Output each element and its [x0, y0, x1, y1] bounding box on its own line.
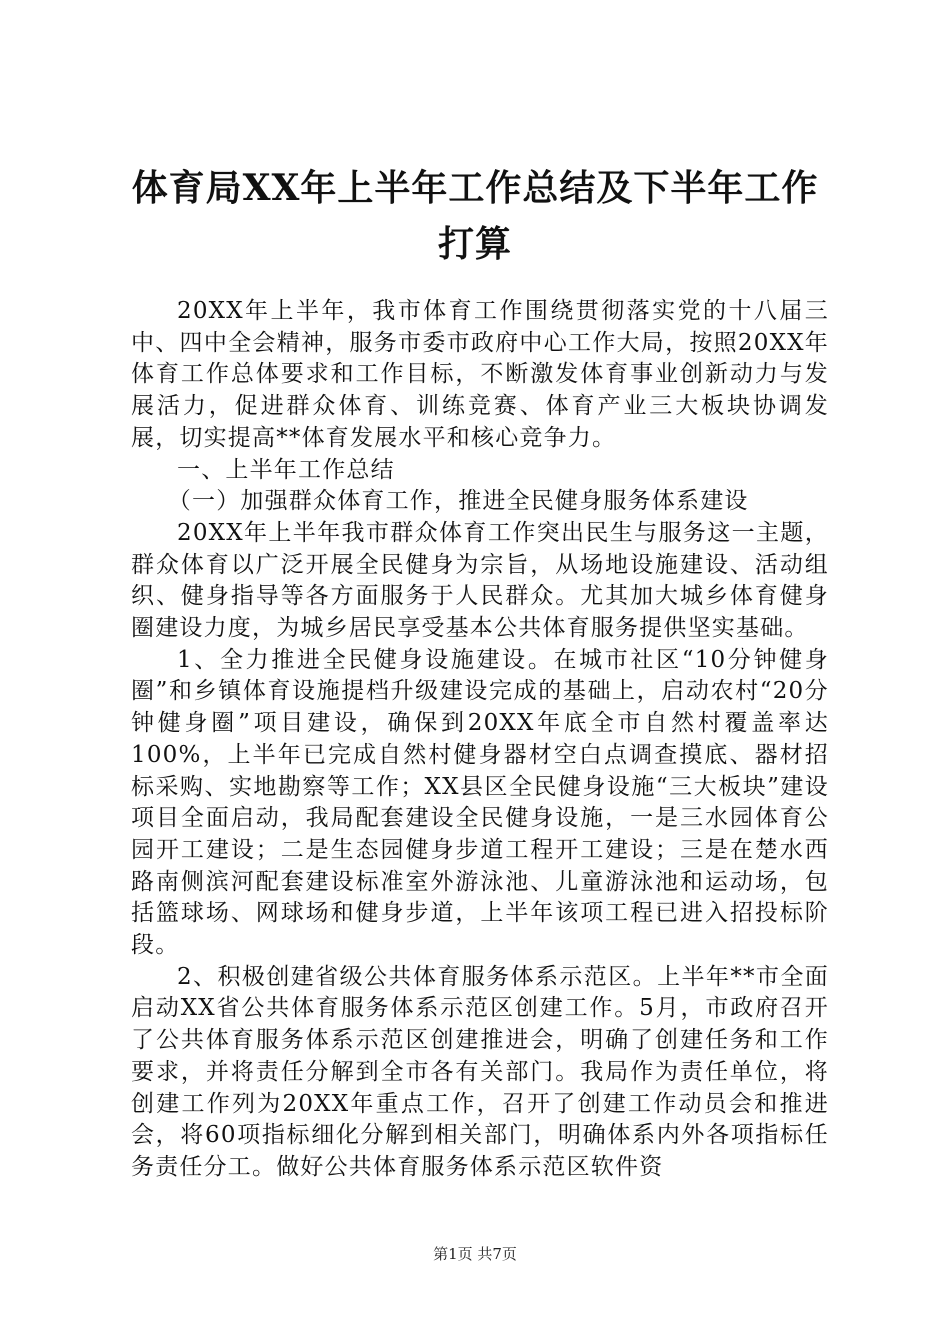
document-title: 体育局XX年上半年工作总结及下半年工作打算: [131, 167, 819, 265]
section-heading-1: 一、上半年工作总结: [177, 456, 395, 483]
intro-paragraph: 20XX年上半年，我市体育工作围绕贯彻落实党的十八届三中、四中全会精神，服务市委市政府中心工作大局，按照20XX年体育工作总体要求和工作目标，不断激发体育事业创新动力与发展活力，促进群众体育、训练竞赛、体育产业三大板块协调发展，切实提高**体育发展水平和核心竞争力。: [131, 298, 829, 451]
document-body: [131, 296, 829, 1184]
subsection-heading-1: （一）加强群众体育工作，推进全民健身服务体系建设: [167, 488, 749, 515]
page-number-footer: 第1页 共7页: [433, 1245, 517, 1263]
body-paragraph-1: 20XX年上半年我市群众体育工作突出民生与服务这一主题，群众体育以广泛开展全民健身为宗旨，从场地设施建设、活动组织、健身指导等各方面服务于人民群众。尤其加大城乡体育健身圈建设力度，为城乡居民享受基本公共体育服务提供坚实基础。: [131, 519, 829, 642]
body-paragraph-2: 1、全力推进全民健身设施建设。在城市社区“10分钟健身圈”和乡镇体育设施提档升级建设完成的基础上，启动农村“20分钟健身圈”项目建设，确保到20XX年底全市自然村覆盖率达100%，上半年已完成自然村健身器材空白点调查摸底、器材招标采购、实地勘察等工作；XX县区全民健身设施“三大板块”建设项目全面启动，我局配套建设全民健身设施，一是三水园体育公园开工建设；二是生态园健身步道工程开工建设；三是在楚水西路南侧滨河配套建设标准室外游泳池、儿童游泳池和运动场，包括篮球场、网球场和健身步道，上半年该项工程已进入招投标阶段。: [131, 646, 829, 959]
body-paragraph-3: 2、积极创建省级公共体育服务体系示范区。上半年**市全面启动XX省公共体育服务体系示范区创建工作。5月，市政府召开了公共体育服务体系示范区创建推进会，明确了创建任务和工作要求，并将责任分解到全市各有关部门。我局作为责任单位，将创建工作列为20XX年重点工作，召开了创建工作动员会和推进会，将60项指标细化分解到相关部门，明确体系内外各项指标任务责任分工。做好公共体育服务体系示范区软件资: [131, 963, 829, 1180]
